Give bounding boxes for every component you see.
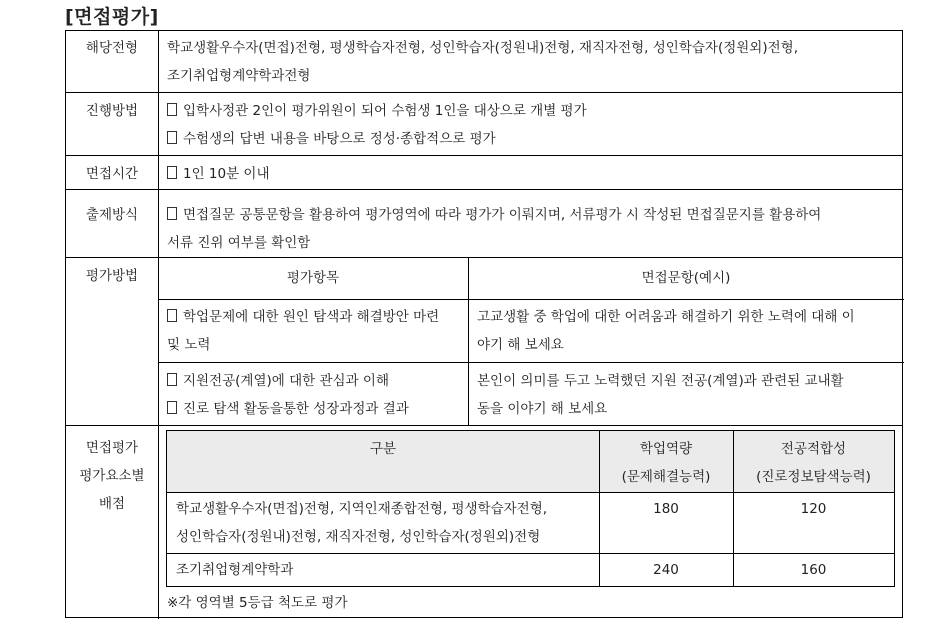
row-divider bbox=[66, 257, 902, 258]
row-label-target: 해당전형 bbox=[85, 40, 139, 56]
row-label-scoring-3: 배점 bbox=[98, 496, 126, 512]
scoring-row-divider bbox=[167, 492, 894, 493]
scoring-row2-label: 조기취업형계약학과 bbox=[176, 562, 294, 578]
scoring-row1-col2: 120 bbox=[800, 501, 827, 517]
scoring-row1-line2: 성인학습자(정원내)전형, 재직자전형, 성인학습자(정원외)전형 bbox=[176, 529, 541, 545]
bullet-square-icon bbox=[167, 373, 177, 386]
eval-header-question: 면접문항(예시) bbox=[641, 270, 731, 286]
eval-item-1-line2: 및 노력 bbox=[167, 337, 211, 353]
question-text-2: 서류 진위 여부를 확인함 bbox=[167, 235, 311, 251]
scoring-row2-col1: 240 bbox=[653, 562, 679, 578]
scoring-row1-line1: 학교생활우수자(면접)전형, 지역인재종합전형, 평생학습자전형, bbox=[176, 501, 548, 517]
question-bullet bbox=[167, 201, 897, 229]
eval-item-2-line2: 진로 탐색 활동을통한 성장과정과 결과 bbox=[183, 401, 409, 417]
row-divider bbox=[66, 155, 902, 156]
target-text-line2: 조기취업형계약학과전형 bbox=[167, 68, 311, 84]
eval-item-1-line1: 학업문제에 대한 원인 탐색과 해결방안 마련 bbox=[183, 309, 440, 325]
scoring-head-col2-line2: (진로정보탐색능력) bbox=[756, 469, 871, 485]
sub-row-divider bbox=[158, 362, 904, 363]
bullet-square-icon bbox=[167, 401, 177, 414]
eval-item-2-line1: 지원전공(계열)에 대한 관심과 이해 bbox=[183, 373, 389, 389]
row-label-time: 면접시간 bbox=[85, 166, 139, 182]
sub-row-divider bbox=[158, 299, 904, 300]
section-title: [면접평가] bbox=[65, 6, 159, 28]
scoring-row-divider bbox=[167, 553, 894, 554]
eval-item-2b bbox=[167, 395, 409, 423]
scoring-row1-col1: 180 bbox=[653, 501, 679, 517]
method-bullet-1 bbox=[167, 97, 897, 125]
scoring-note: ※각 영역별 5등급 척도로 평가 bbox=[167, 595, 348, 611]
scoring-table bbox=[166, 430, 895, 587]
question-text-1: 면접질문 공통문항을 활용하여 평가영역에 따라 평가가 이뤄지며, 서류평가 시 작성된 면접질문지를 활용하여 bbox=[183, 207, 822, 223]
scoring-row2-col2: 160 bbox=[800, 562, 827, 578]
label-column-divider bbox=[158, 31, 159, 619]
interview-table bbox=[65, 30, 903, 618]
bullet-square-icon bbox=[167, 166, 177, 179]
eval-header-item: 평가항목 bbox=[286, 270, 340, 286]
bullet-square-icon bbox=[167, 131, 177, 144]
row-divider bbox=[66, 189, 902, 190]
eval-item-2a bbox=[167, 367, 389, 395]
scoring-head-col1-line2: (문제해결능력) bbox=[621, 469, 711, 485]
method-text-2: 수험생의 답변 내용을 바탕으로 정성·종합적으로 평가 bbox=[183, 131, 496, 147]
bullet-square-icon bbox=[167, 103, 177, 116]
time-bullet bbox=[167, 160, 897, 188]
row-label-scoring-1: 면접평가 bbox=[85, 440, 139, 456]
bullet-square-icon bbox=[167, 309, 177, 322]
eval-question-1-line2: 야기 해 보세요 bbox=[477, 337, 564, 353]
scoring-head-col2-line1: 전공적합성 bbox=[780, 441, 847, 457]
scoring-head-category: 구분 bbox=[369, 441, 397, 457]
eval-question-2-line2: 동을 이야기 해 보세요 bbox=[477, 401, 608, 417]
bullet-square-icon bbox=[167, 207, 177, 220]
row-divider bbox=[66, 425, 902, 426]
method-text-1: 입학사정관 2인이 평가위원이 되어 수험생 1인을 대상으로 개별 평가 bbox=[183, 103, 587, 119]
eval-question-1-line1: 고교생활 중 학업에 대한 어려움과 해결하기 위한 노력에 대해 이 bbox=[477, 309, 855, 325]
row-label-evaluation: 평가방법 bbox=[85, 268, 139, 284]
eval-question-2-line1: 본인이 의미를 두고 노력했던 지원 전공(계열)과 관련된 교내활 bbox=[477, 373, 844, 389]
row-divider bbox=[66, 92, 902, 93]
target-text-line1: 학교생활우수자(면접)전형, 평생학습자전형, 성인학습자(정원내)전형, 재직자전형, 성인학습자(정원외)전형, bbox=[167, 40, 798, 56]
time-text: 1인 10분 이내 bbox=[183, 166, 270, 182]
scoring-head-col1-line1: 학업역량 bbox=[639, 441, 693, 457]
row-label-question: 출제방식 bbox=[85, 207, 139, 223]
row-label-scoring-2: 평가요소별 bbox=[79, 468, 145, 484]
row-label-method: 진행방법 bbox=[85, 103, 139, 119]
eval-item-1 bbox=[167, 303, 439, 331]
method-bullet-2 bbox=[167, 125, 897, 153]
